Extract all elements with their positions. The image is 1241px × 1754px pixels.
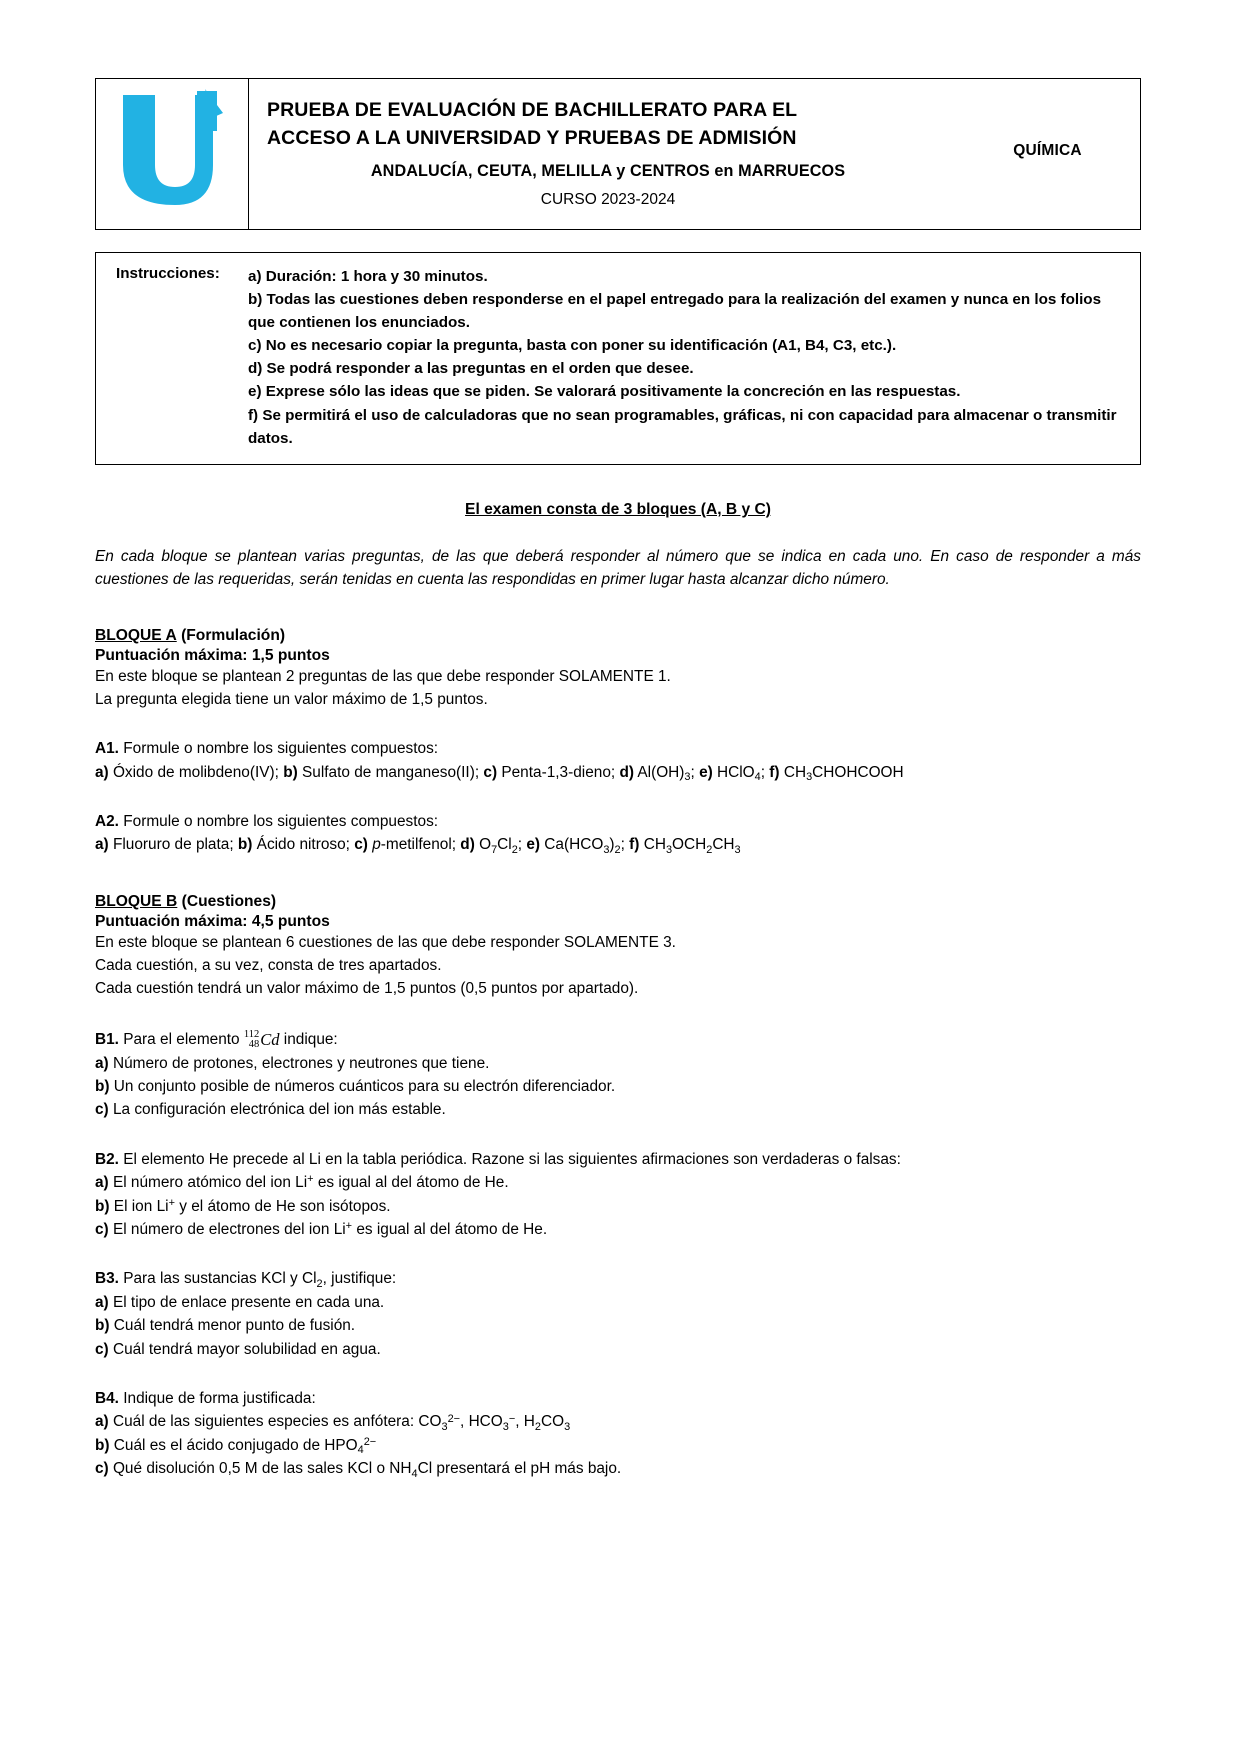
question-b1-stem-post: indique:: [283, 1031, 338, 1049]
block-b-subtitle: (Cuestiones): [181, 892, 277, 910]
question-b3: [95, 1267, 1141, 1361]
question-a1: [95, 737, 1141, 784]
question-b3-c: c) Cuál tendrá mayor solubilidad en agua.: [95, 1340, 381, 1358]
university-logo-icon: [113, 87, 231, 215]
question-b3-id: B3.: [95, 1270, 119, 1288]
subject-cell: [955, 79, 1140, 229]
instruction-item: c) No es necesario copiar la pregunta, basta con poner su identificación (A1, B4, C3, etc.).: [248, 337, 897, 355]
question-b1-stem: [95, 1026, 1141, 1051]
question-b4-a: a) Cuál de las siguientes especies es anfótera: $CO_3^{2-}$, $HCO_3^-$, $H_2CO_3$: [95, 1412, 571, 1433]
block-a-name: BLOQUE A: [95, 626, 177, 644]
question-b4: [95, 1387, 1141, 1481]
question-b4-b: b) Cuál es el ácido conjugado de $HPO_4^{2-}$: [95, 1435, 377, 1457]
block-b-note2: Cada cuestión, a su vez, consta de tres apartados.: [95, 956, 442, 974]
question-b4-stem-text: Indique de forma justificada:: [123, 1390, 316, 1408]
question-b1-c: c) La configuración electrónica del ion más estable.: [95, 1101, 446, 1119]
question-a1-id: A1.: [95, 740, 119, 758]
question-b3-a: a) El tipo de enlace presente en cada una.: [95, 1293, 385, 1311]
instruction-item: f) Se permitirá el uso de calculadoras que no sean programables, gráficas, ni con capacidad para almacenar o transmitir datos.: [248, 406, 1117, 447]
question-a1-stem: [95, 737, 1141, 760]
instructions-list: [248, 265, 1126, 450]
question-b2-stem: [95, 1148, 1141, 1171]
block-b-heading: [95, 893, 1141, 911]
question-b2: [95, 1148, 1141, 1242]
block-a-max-score: Puntuación máxima: 1,5 puntos: [95, 646, 330, 664]
block-b-max-score: Puntuación máxima: 4,5 puntos: [95, 912, 330, 930]
question-b1-a: a) Número de protones, electrones y neutrones que tiene.: [95, 1054, 490, 1072]
block-a-subtitle: (Formulación): [181, 626, 286, 644]
question-b2-id: B2.: [95, 1150, 119, 1168]
question-b3-stem: B3. Para las sustancias KCl y $Cl_2$, justifique:: [95, 1270, 397, 1290]
question-b4-stem: [95, 1387, 1141, 1410]
question-a1-items: a) Óxido de molibdeno(IV); b) Sulfato de manganeso(II); c) Penta-1,3-dieno; d) $Al(OH)_3$; e) HClO$_4$; f) $CH_3CHOHCOOH$: [95, 763, 904, 783]
block-b-note3: Cada cuestión tendrá un valor máximo de 1,5 puntos (0,5 puntos por apartado).: [95, 980, 639, 998]
exam-structure-title: El examen consta de 3 bloques (A, B y C): [465, 500, 771, 518]
instruction-item: b) Todas las cuestiones deben responderse en el papel entregado para la realización del examen y nunca en los folios que contienen los enunciados.: [248, 291, 1102, 332]
instructions-label: Instrucciones:: [116, 265, 220, 282]
question-b2-a: a) El número atómico del ion Li+ es igual al del átomo de He.: [95, 1173, 509, 1192]
logo-cell: [96, 79, 249, 229]
question-b1-id: B1.: [95, 1031, 119, 1049]
header-title-line1: PRUEBA DE EVALUACIÓN DE BACHILLERATO PARA EL: [267, 98, 798, 121]
question-b2-stem-text: El elemento He precede al Li en la tabla periódica. Razone si las siguientes afirmaciones son verdaderas o falsas:: [123, 1150, 901, 1168]
isotope-atomic-number: 48: [248, 1039, 260, 1051]
header-titles: [249, 79, 955, 229]
header-regions: ANDALUCÍA, CEUTA, MELILLA y CENTROS en MARRUECOS: [370, 162, 846, 181]
question-a2: [95, 810, 1141, 857]
isotope-notation: [244, 1027, 280, 1052]
question-b2-b: b) El ion Li+ y el átomo de He son isótopos.: [95, 1196, 391, 1215]
question-a1-stem-text: Formule o nombre los siguientes compuestos:: [123, 740, 439, 758]
question-b2-c: c) El número de electrones del ion Li+ es igual al del átomo de He.: [95, 1220, 548, 1238]
block-b-name: BLOQUE B: [95, 892, 178, 910]
question-a2-stem: [95, 810, 1141, 833]
instructions-box: [95, 252, 1141, 465]
instruction-item: e) Exprese sólo las ideas que se piden. Se valorará positivamente la concreción en las respuestas.: [248, 383, 961, 401]
instruction-item: d) Se podrá responder a las preguntas en el orden que desee.: [248, 360, 694, 378]
block-a-note2: La pregunta elegida tiene un valor máximo de 1,5 puntos.: [95, 691, 488, 709]
question-b1-stem-pre: Para el elemento: [123, 1031, 240, 1049]
question-a2-id: A2.: [95, 813, 119, 830]
question-b1-b: b) Un conjunto posible de números cuánticos para su electrón diferenciador.: [95, 1077, 616, 1095]
subject-name: QUÍMICA: [1013, 142, 1082, 159]
block-a-note1: En este bloque se plantean 2 preguntas de las que debe responder SOLAMENTE 1.: [95, 667, 671, 685]
isotope-symbol: Cd: [260, 1030, 280, 1050]
question-b3-b: b) Cuál tendrá menor punto de fusión.: [95, 1317, 356, 1335]
block-b-note1: En este bloque se plantean 6 cuestiones de las que debe responder SOLAMENTE 3.: [95, 933, 676, 951]
block-a-heading: [95, 627, 1141, 645]
question-b1: [95, 1026, 1141, 1122]
header-course: CURSO 2023-2024: [540, 191, 676, 209]
question-a2-items: a) Fluoruro de plata; b) Ácido nitroso; c) p-metilfenol; d) $O_7Cl_2$; e) $Ca(HCO_3)_2$; f) $CH_3OCH_2CH_3$: [95, 836, 741, 856]
instruction-item: a) Duración: 1 hora y 30 minutos.: [248, 268, 488, 285]
isotope-mass-number: 112: [243, 1028, 260, 1040]
header-title-line2: ACCESO A LA UNIVERSIDAD Y PRUEBAS DE ADMISIÓN: [267, 126, 797, 149]
exam-intro-text: En cada bloque se plantean varias preguntas, de las que deberá responder al número que se indica en cada uno. En caso de responder a más cuestiones de las requeridas, serán tenidas en cuenta las respondidas en primer lugar hasta alcanzar dicho número.: [95, 547, 1141, 588]
document-header: [95, 78, 1141, 230]
question-b4-id: B4.: [95, 1390, 119, 1408]
question-b4-c: c) Qué disolución 0,5 M de las sales KCl o $NH_4Cl$ presentará el pH más bajo.: [95, 1460, 622, 1480]
question-a2-stem-text: Formule o nombre los siguientes compuestos:: [123, 813, 439, 830]
